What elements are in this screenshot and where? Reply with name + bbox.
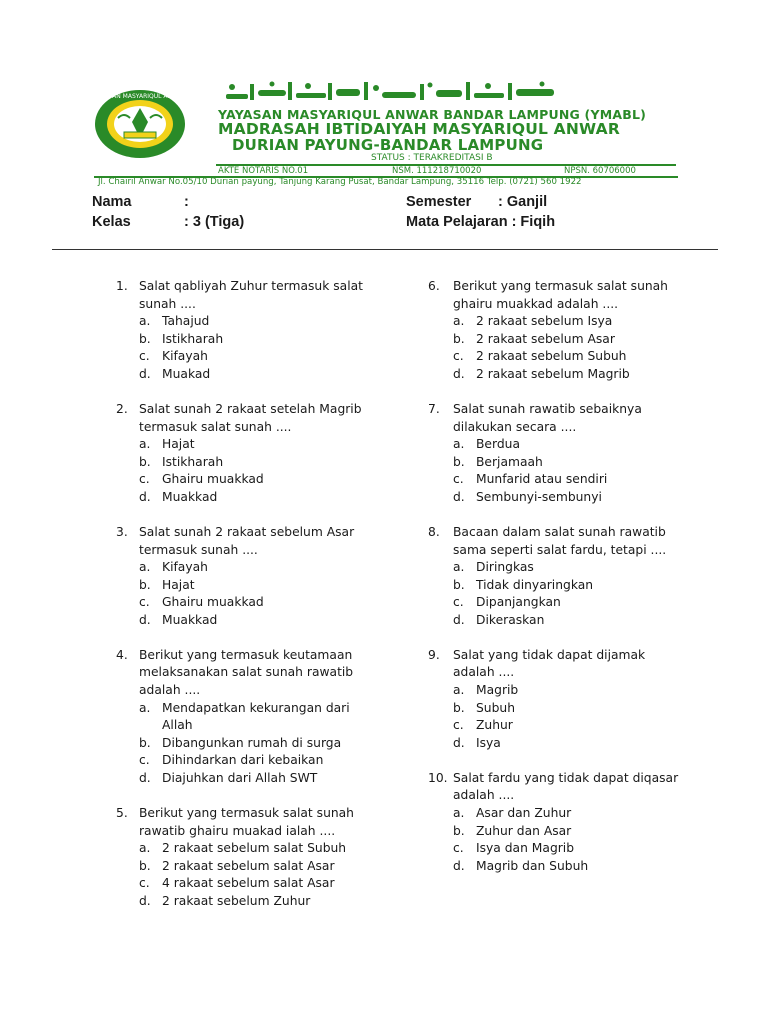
question-number: 1. [116,279,128,293]
option-text: Berdua [476,437,520,452]
question-number: 7. [428,401,440,416]
question-text: adalah .... [453,665,515,680]
option-letter: a. [139,560,151,575]
option-letter: d. [139,612,151,627]
answer-option [139,770,376,788]
option-letter: a. [453,560,465,575]
question-text: adalah .... [453,788,515,803]
option-letter: b. [453,577,465,592]
question-text: dilakukan secara .... [453,419,577,434]
option-text: Hajat [162,437,195,452]
answer-option [453,717,690,735]
question-item [430,647,690,753]
answer-option [139,313,376,331]
answer-option [453,489,690,507]
answer-option [139,454,376,472]
answer-option [139,858,376,876]
svg-text:YAYASAN MASYARIQUL ANWAR: YAYASAN MASYARIQUL ANWAR [94,93,186,100]
option-text: 4 rakaat sebelum salat Asar [162,876,335,891]
school-logo [94,88,186,160]
option-letter: a. [453,437,465,452]
answer-option [453,471,690,489]
nsm-number: NSM. 111218710020 [392,166,482,176]
subject-label: Mata Pelajaran : Fiqih [406,214,556,230]
school-address: Jl. Chairil Anwar No.05/10 Durian payung, Tanjung Karang Pusat, Bandar Lampung, 35116 Telp. (0721) 560 1922 [98,177,582,187]
option-letter: c. [453,349,464,364]
letterhead [90,80,678,187]
option-text: Istikharah [162,331,224,346]
option-letter: b. [139,858,151,873]
answer-option [139,366,376,384]
answer-option [453,331,690,349]
answer-option [139,612,376,630]
option-text: Hajat [162,577,195,592]
option-letter: c. [453,841,464,856]
question-text: Berikut yang termasuk keutamaan [139,647,353,662]
question-text: Salat yang tidak dapat dijamak [453,647,646,662]
question-text: rawatib ghairu muakad ialah .... [139,823,336,838]
option-letter: b. [453,823,465,838]
question-item [430,401,690,507]
option-text: Diringkas [476,560,534,575]
question-text: Bacaan dalam salat sunah rawatib [453,524,666,539]
question-number: 2. [116,401,128,416]
option-text: 2 rakaat sebelum Subuh [476,349,627,364]
arabic-calligraphy [224,80,558,106]
option-text: 2 rakaat sebelum Zuhur [162,893,311,908]
option-letter: d. [453,366,465,381]
answer-option [139,348,376,366]
foundation-name: YAYASAN MASYARIQUL ANWAR BANDAR LAMPUNG (YMABL) [218,107,647,122]
option-letter: b. [139,735,151,750]
option-text: 2 rakaat sebelum Magrib [476,366,630,381]
answer-option [453,700,690,718]
answer-option [139,331,376,349]
option-letter: c. [139,595,150,610]
option-letter: c. [453,595,464,610]
option-text: Munfarid atau sendiri [476,472,608,487]
question-item [116,278,376,384]
option-letter: c. [453,472,464,487]
kelas-value: : 3 (Tiga) [184,214,245,230]
answer-option [139,875,376,893]
answer-option [139,489,376,507]
option-text: Subuh [476,700,515,715]
answer-option [139,735,376,753]
answer-option [453,735,690,753]
answer-option [139,471,376,489]
answer-option [453,366,690,384]
option-text: Kifayah [162,349,208,364]
option-text: 2 rakaat sebelum salat Subuh [162,841,347,856]
option-text: Ghairu muakkad [162,472,264,487]
option-text: Asar dan Zuhur [476,806,572,820]
answer-option [453,348,690,366]
question-text: Salat fardu yang tidak dapat diqasar [453,770,679,785]
question-number: 5. [116,806,128,820]
option-text: Magrib [476,683,519,698]
option-letter: c. [139,876,150,891]
question-item [116,647,376,788]
option-text: 2 rakaat sebelum salat Asar [162,858,335,873]
question-column-left [116,278,376,928]
option-text: Isya [476,735,501,750]
option-letter: a. [139,700,151,715]
option-letter: b. [453,700,465,715]
option-letter: d. [453,489,465,504]
question-item [116,805,376,911]
option-letter: d. [453,612,465,627]
option-letter: b. [453,331,465,346]
option-text: Muakkad [162,612,218,627]
option-text: 2 rakaat sebelum Isya [476,314,613,329]
answer-option [453,313,690,331]
question-text: Salat sunah 2 rakaat sebelum Asar [139,524,355,539]
question-number: 9. [428,647,440,662]
answer-option [139,577,376,595]
question-number: 4. [116,647,128,662]
school-name: MADRASAH IBTIDAIYAH MASYARIQUL ANWAR [218,120,620,138]
question-text: termasuk salat sunah .... [139,419,292,434]
question-number: 10. [428,770,448,785]
option-letter: d. [139,366,151,381]
option-text: Muakkad [162,489,218,504]
option-text: Kifayah [162,560,208,575]
question-item [430,770,690,876]
question-text: melaksanakan salat sunah rawatib [139,665,354,680]
kelas-label: Kelas [92,214,131,230]
option-letter: b. [453,454,465,469]
question-text: Berikut yang termasuk salat sunah [139,806,354,820]
answer-option [453,577,690,595]
option-text: Dihindarkan dari kebaikan [162,753,324,768]
header-divider [52,249,718,250]
answer-option [453,559,690,577]
option-letter: a. [453,683,465,698]
question-item [116,401,376,507]
option-letter: a. [453,314,465,329]
option-text: Isya dan Magrib [476,841,575,856]
answer-option [453,454,690,472]
option-text: Tidak dinyaringkan [476,577,594,592]
option-text: Zuhur [476,718,513,733]
option-letter: c. [139,753,150,768]
question-text: termasuk sunah .... [139,542,258,557]
question-item [430,524,690,630]
question-text: Salat sunah 2 rakaat setelah Magrib [139,401,362,416]
answer-option [453,436,690,454]
option-letter: a. [139,314,151,329]
option-text: Tahajud [162,314,210,329]
question-text: ghairu muakkad adalah .... [453,296,619,311]
option-text: Dikeraskan [476,612,545,627]
question-text: sama seperti salat fardu, tetapi .... [453,542,667,557]
option-text: Istikharah [162,454,224,469]
accreditation-status: STATUS : TERAKREDITASI B [371,153,493,163]
nama-label: Nama [92,194,132,210]
option-text: Ghairu muakkad [162,595,264,610]
answer-option [453,594,690,612]
question-item [116,524,376,630]
option-letter: b. [139,331,151,346]
school-location: DURIAN PAYUNG-BANDAR LAMPUNG [232,136,544,154]
option-letter: a. [453,806,465,820]
answer-option [139,700,376,735]
option-text: Sembunyi-sembunyi [476,489,602,504]
option-letter: b. [139,577,151,592]
answer-option [453,612,690,630]
option-letter: d. [139,489,151,504]
option-letter: c. [453,718,464,733]
answer-option [139,893,376,911]
option-letter: b. [139,454,151,469]
npsn-number: NPSN. 60706000 [564,166,636,176]
answer-option [453,823,690,841]
option-letter: c. [139,472,150,487]
option-text: Diajuhkan dari Allah SWT [162,771,318,786]
answer-option [453,805,690,823]
answer-option [139,840,376,858]
option-letter: d. [139,893,151,908]
option-text: Berjamaah [476,454,543,469]
option-text: Zuhur dan Asar [476,823,572,838]
option-text: Dibangunkan rumah di surga [162,735,342,750]
answer-option [453,858,690,876]
option-text: Mendapatkan kekurangan dari Allah [162,700,350,733]
question-text: adalah .... [139,683,201,698]
answer-option [453,682,690,700]
option-letter: a. [139,437,151,452]
option-text: 2 rakaat sebelum Asar [476,331,615,346]
option-letter: c. [139,349,150,364]
answer-option [139,436,376,454]
question-number: 3. [116,524,128,539]
answer-option [139,594,376,612]
semester-label: Semester [406,194,472,210]
question-text: Berikut yang termasuk salat sunah [453,279,668,293]
notary-number: AKTE NOTARIS NO.01 [218,166,309,176]
option-letter: d. [453,735,465,750]
option-text: Magrib dan Subuh [476,858,589,873]
question-number: 8. [428,524,440,539]
question-text: sunah .... [139,296,196,311]
option-text: Dipanjangkan [476,595,561,610]
answer-option [453,840,690,858]
question-number: 6. [428,279,440,293]
option-letter: d. [453,858,465,873]
answer-option [139,559,376,577]
option-letter: a. [139,841,151,856]
option-text: Muakad [162,366,211,381]
question-text: Salat sunah rawatib sebaiknya [453,401,642,416]
question-column-right [430,278,690,893]
semester-value: : Ganjil [498,194,548,210]
option-letter: d. [139,771,151,786]
question-item [430,278,690,384]
answer-option [139,752,376,770]
question-text: Salat qabliyah Zuhur termasuk salat [139,279,363,293]
nama-value: : [184,194,189,210]
